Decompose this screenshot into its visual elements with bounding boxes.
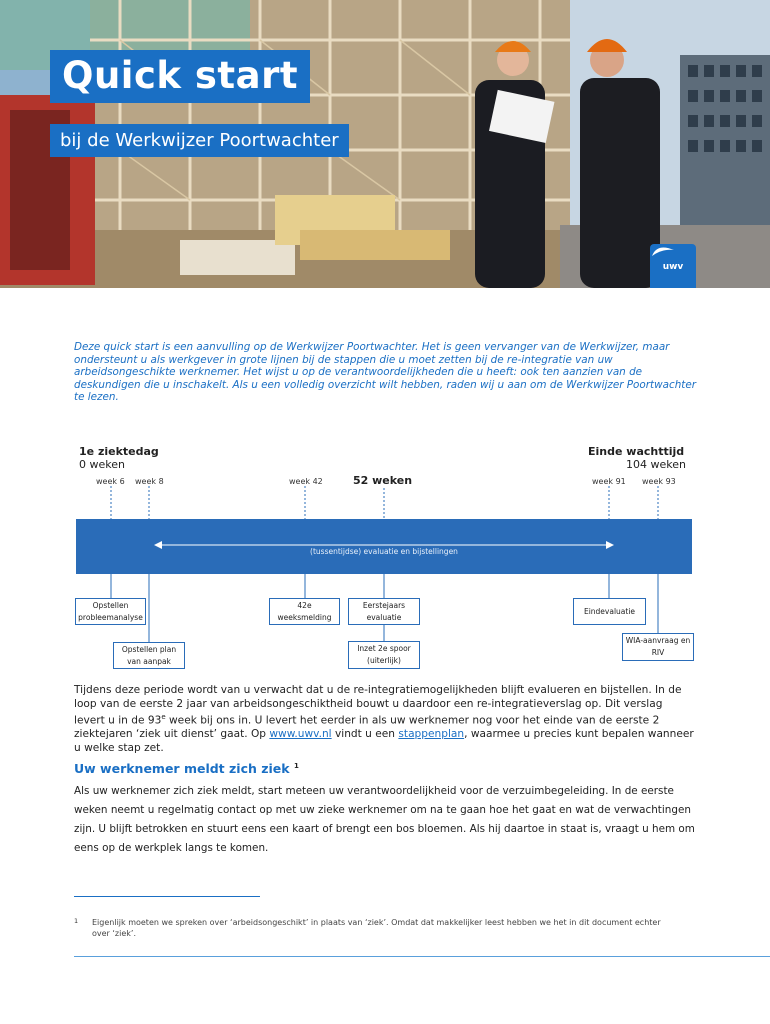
ordinal-sup: e	[161, 713, 166, 721]
box-line: (uiterlijk)	[367, 656, 401, 665]
logo-text: uwv	[662, 262, 684, 272]
timeline-end-title: Einde wachttijd	[588, 445, 685, 458]
paragraph-text: week bij ons in. U levert het eerder in als uw werknemer nog voor het einde van de eerste 2 ziektejaren ‘ziek uit dienst’ gaat. Op	[74, 714, 660, 741]
week-marker: week 6	[96, 477, 125, 486]
box-line: van aanpak	[127, 656, 171, 666]
box-line: WIA-aanvraag en	[625, 636, 691, 645]
section-heading	[74, 761, 299, 776]
page-title: Quick start	[62, 54, 299, 97]
page-subtitle: bij de Werkwijzer Poortwachter	[60, 130, 339, 151]
box-line: Opstellen	[92, 600, 129, 610]
paragraph-text: , waarmee u precies kunt bepalen wanneer u welke stap zet.	[74, 728, 694, 754]
footnote-divider	[74, 896, 260, 897]
paragraph-text: Tijdens deze periode wordt van u verwacht dat u de re-integratiemogelijkheden blijft evalueren en bijstellen. In de loop van de eerste 2 jaar van arbeidsongeschiktheid bouwt u daardoor een re-integratieverslag op. Dit verslag levert u in de 93	[74, 684, 682, 727]
week-marker: week 91	[592, 477, 626, 486]
timeline-end-sub: 104 weken	[626, 458, 686, 471]
timeline-bar	[76, 519, 692, 574]
intro-text: Deze quick start is een aanvulling op de Werkwijzer Poortwachter. Het is geen vervanger van de Werkwijzer, maar ondersteunt u als werkgever in grote lijnen bij de stappen die u moet zetten bij de re-integratie van uw arbeidsongeschikte werknemer. Het wijst u op de verantwoordelijkheden die u heeft: ook ten aanzien van de deskundigen die u inschakelt. Als u een volledig overzicht wilt hebben, raden wij u aan om de Werkwijzer Poortwachter te lezen.	[74, 341, 697, 404]
box-line: probleemanalyse	[78, 612, 143, 622]
week-marker: week 42	[289, 477, 323, 486]
timeline-start-title: 1e ziektedag	[79, 445, 159, 458]
box-line: Inzet 2e spoor	[357, 644, 411, 653]
box-probleemanalyse	[75, 598, 146, 625]
footnote-text: Eigenlijk moeten we spreken over ‘arbeidsongeschikt’ in plaats van ‘ziek’. Omdat dat makkelijker leest hebben we het in dit document echter over ‘ziek’.	[92, 918, 661, 938]
box-eindevaluatie	[573, 598, 646, 625]
periode-paragraph	[74, 684, 694, 755]
section-heading-text: Uw werknemer meldt zich ziek	[74, 761, 290, 776]
box-line: RIV	[651, 648, 665, 657]
box-line: Eerstejaars	[362, 600, 406, 610]
box-line: evaluatie	[366, 612, 402, 622]
box-eerstejaars-evaluatie	[348, 598, 420, 625]
box-wia-aanvraag	[622, 633, 694, 661]
box-line: Opstellen plan	[121, 644, 177, 654]
box-line: weeksmelding	[277, 612, 332, 622]
timeline-start-sub: 0 weken	[79, 458, 125, 471]
footnote-ref[interactable]: 1	[293, 761, 299, 770]
box-plan-van-aanpak	[113, 642, 185, 669]
box-inzet-2e-spoor	[348, 641, 420, 669]
timeline-midpoint: 52 weken	[353, 474, 413, 487]
section-paragraph: Als uw werknemer zich ziek meldt, start meteen uw verantwoordelijkheid voor de verzuimbegeleiding. In de eerste weken neemt u regelmatig contact op met uw zieke werknemer om na te gaan hoe het gaat en wat de verwachtingen zijn. U blijft betrokken en stuurt eens een kaart of brengt een bos bloemen. Als hij daartoe in staat is, vraagt u hem om eens op de werkplek langs te komen.	[74, 785, 695, 854]
box-line: 42e	[297, 600, 312, 610]
stappenplan-link[interactable]: stappenplan	[398, 728, 465, 741]
timeline-bar-text: (tussentijdse) evaluatie en bijstellingen	[310, 547, 458, 556]
page-bottom-divider	[74, 956, 770, 957]
box-42e-weeksmelding	[269, 598, 340, 625]
week-marker: week 93	[642, 477, 676, 486]
week-marker: week 8	[135, 477, 164, 486]
footnote-number: 1	[74, 917, 79, 925]
box-line: Eindevaluatie	[583, 606, 636, 616]
uwv-link[interactable]: www.uwv.nl	[269, 728, 332, 741]
paragraph-text: vindt u een	[331, 728, 399, 741]
